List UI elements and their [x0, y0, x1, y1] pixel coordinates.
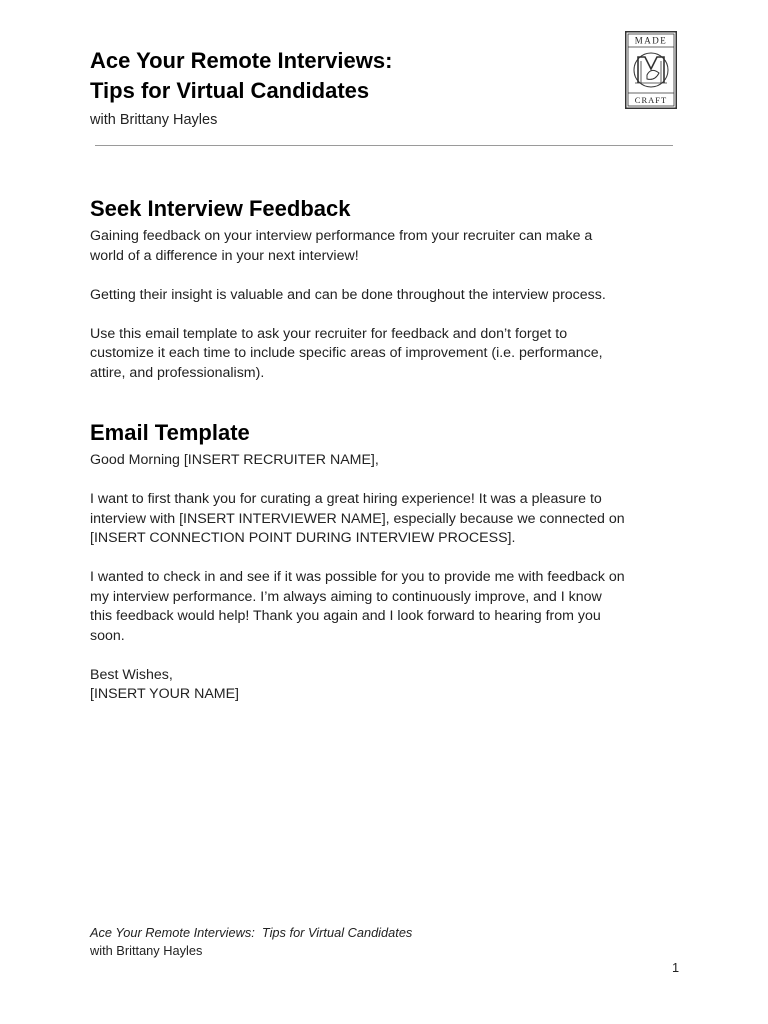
feedback-paragraph — [90, 227, 690, 266]
email-template-body — [90, 451, 690, 705]
text-line: Good Morning [INSERT RECRUITER NAME], — [90, 452, 379, 468]
email-closing — [90, 666, 690, 705]
email-paragraph — [90, 490, 690, 549]
text-line: soon. — [90, 627, 125, 644]
email-greeting — [90, 451, 690, 471]
text-line: world of a difference in your next interview! — [90, 247, 359, 264]
email-signoff: Best Wishes, — [90, 666, 173, 683]
author-byline: with Brittany Hayles — [90, 112, 218, 128]
title-line-1: Ace Your Remote Interviews: — [90, 48, 393, 73]
footer-title: Ace Your Remote Interviews: Tips for Virtual Candidates — [90, 925, 413, 940]
page-number: 1 — [672, 960, 680, 975]
document-title — [90, 46, 392, 106]
text-line: customize it each time to include specific areas of improvement (i.e. performance, — [90, 345, 603, 361]
text-line: Use this email template to ask your recruiter for feedback and don’t forget to — [90, 325, 568, 342]
text-line: I wanted to check in and see if it was possible for you to provide me with feedback on — [90, 569, 625, 585]
text-line: interview with [INSERT INTERVIEWER NAME], especially because we connected on — [90, 510, 625, 527]
text-line: [INSERT CONNECTION POINT DURING INTERVIEW PROCESS]. — [90, 530, 516, 546]
email-paragraph — [90, 568, 690, 646]
text-line: I want to first thank you for curating a great hiring experience! It was a pleasure to — [90, 491, 602, 507]
text-line: this feedback would help! Thank you again and I look forward to hearing from you — [90, 608, 601, 624]
email-signature: [INSERT YOUR NAME] — [90, 686, 240, 702]
feedback-heading: Seek Interview Feedback — [90, 196, 351, 221]
feedback-paragraph — [90, 286, 690, 306]
text-line: my interview performance. I’m always aiming to continuously improve, and I know — [90, 588, 602, 605]
logo-bottom-text: CRAFT — [634, 95, 668, 105]
text-line: Gaining feedback on your interview performance from your recruiter can make a — [90, 228, 593, 244]
header-divider — [95, 145, 673, 146]
footer-byline: with Brittany Hayles — [90, 943, 203, 958]
title-line-2: Tips for Virtual Candidates — [90, 78, 370, 103]
made-craft-logo-icon — [625, 31, 677, 109]
email-template-heading: Email Template — [90, 420, 250, 445]
logo-top-text: MADE — [634, 35, 668, 46]
text-line: Getting their insight is valuable and can be done throughout the interview process. — [90, 286, 606, 303]
feedback-paragraph — [90, 325, 690, 384]
text-line: attire, and professionalism). — [90, 364, 265, 381]
page-footer — [90, 924, 412, 960]
feedback-body — [90, 227, 690, 383]
